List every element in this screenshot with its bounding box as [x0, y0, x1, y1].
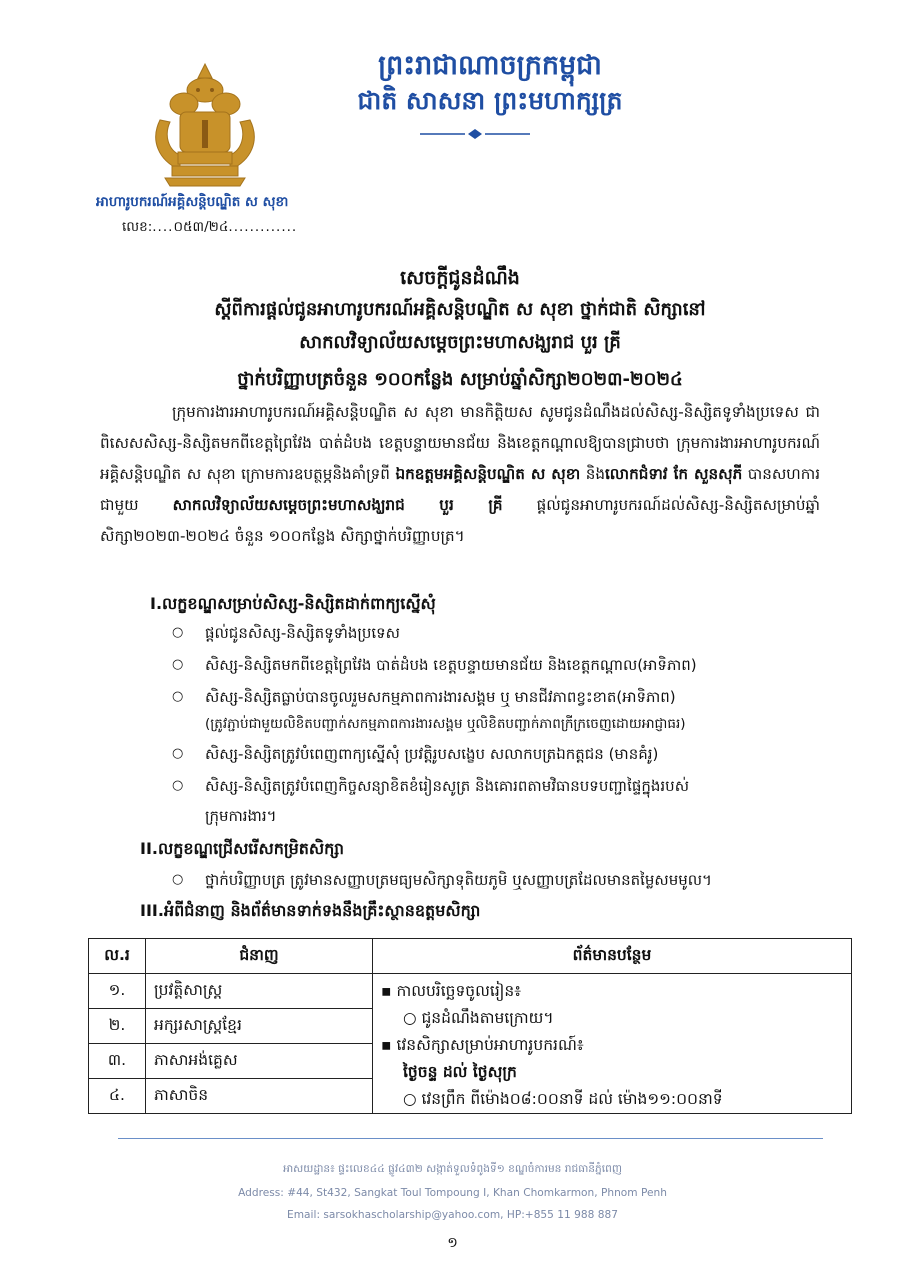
intro-paragraph: ក្រុមការងារអាហារូបករណ៍អគ្គិសន្តិបណ្ឌិត ស សុខា មានកិត្តិយស សូមជូនដំណឹងដល់សិស្ស-និស្សិតទូទាំងប្រទេស ជាពិសេសសិស្ស-និស្សិតមកពីខេត្តព្រៃវែង បាត់ដំបង ខេត្តបន្ទាយមានជ័យ និងខេត្តកណ្តាលឱ្យបានជ្រាបថា ក្រុមការងារអាហារូបករណ៍អគ្គិសន្តិបណ្ឌិត ស សុខា ក្រោមការឧបត្ថម្ភនិងគាំទ្រពី ឯកឧត្តមអគ្គិសន្តិបណ្ឌិត ស សុខា និងលោកជំទាវ កែ សួនសុភី បានសហការជាមួយ សាកលវិទ្យាល័យសម្តេចព្រះមហាសង្ឃរាជ បួរ គ្រី ផ្តល់ជូនអាហារូបករណ៍ដល់សិស្ស-និស្សិតសម្រាប់ឆ្នាំសិក្សា២០២៣-២០២៤ ចំនួន ១០០កន្លែង សិក្សាថ្នាក់បរិញ្ញាបត្រ។ [100, 403, 821, 545]
national-motto: ជាតិ សាសនា ព្រះមហាក្សត្រ [357, 86, 623, 115]
table-row: ៤. ភាសាចិន [89, 1079, 852, 1114]
list-item: ○ ផ្តល់ជូនសិស្ស-និស្សិតទូទាំងប្រទេស [172, 624, 400, 642]
org-name: អាហារូបករណ៍អគ្គិសន្តិបណ្ឌិត ស សុខា [96, 194, 289, 210]
notice-subject-line-1: ស្តីពីការផ្តល់ជូនអាហារូបករណ៍អគ្គិសន្តិបណ្ឌិត ស សុខា ថ្នាក់ជាតិ សិក្សានៅ [214, 299, 706, 320]
notice-title: សេចក្តីជូនដំណឹង [400, 267, 520, 289]
table-row: ៣. ភាសាអង់គ្លេស [89, 1044, 852, 1079]
ref-label: លេខ: [122, 219, 153, 235]
page-number: ១ [447, 1235, 458, 1251]
notice-subject-line-3: ថ្នាក់បរិញ្ញាបត្រចំនួន ១០០កន្លែង សម្រាប់ឆ្នាំសិក្សា២០២៣-២០២៤ [237, 369, 683, 390]
list-item-continuation: ក្រុមការងារ។ [205, 807, 277, 825]
kingdom-title: ព្រះរាជាណាចក្រកម្ពុជា [378, 50, 602, 81]
university-name: សាកលវិទ្យាល័យសម្តេចព្រះមហាសង្ឃរាជ បួរ គ្រី [172, 496, 503, 514]
table-header-info: ព័ត៌មានបន្ថែម [373, 939, 852, 974]
list-item: ○ សិស្ស-និស្សិតត្រូវបំពេញពាក្យស្នើសុំ ប្រវត្តិរូបសង្ខេប សលាកបត្រឯកត្តជន (មានគំរូ) [172, 745, 659, 763]
table-header-no: ល.រ [89, 939, 146, 974]
ref-number: ០៥៣/២៤ [173, 219, 229, 235]
list-item: ○ ថ្នាក់បរិញ្ញាបត្រ ត្រូវមានសញ្ញាបត្រមធ្យមសិក្សាទុតិយភូមិ ឬសញ្ញាបត្រដែលមានតម្លៃសមមូល។ [172, 871, 712, 889]
section-3-heading: III.អំពីជំនាញ និងព័ត៌មានទាក់ទងនឹងគ្រឹះស្ថានឧត្តមសិក្សា [140, 901, 481, 920]
org-logo-emblem [150, 60, 260, 190]
list-item: ○ សិស្ស-និស្សិតត្រូវបំពេញកិច្ចសន្យាខិតខំរៀនសូត្រ និងគោរពតាមវិធានបទបញ្ជាផ្ទៃក្នុងរបស់ [172, 777, 689, 795]
section-2-heading: II.លក្ខខណ្ឌជ្រើសរើសកម្រិតសិក្សា [140, 839, 344, 858]
list-item-note: (ត្រូវភ្ជាប់ជាមួយលិខិតបញ្ជាក់សកម្មភាពការងារសង្គម ឬលិខិតបញ្ជាក់ភាពក្រីក្រចេញដោយអាជ្ញាធរ) [205, 716, 686, 732]
footer-address-km: អាសយដ្ឋាន៖ ផ្ទះលេខ៤៤ ផ្លូវ៤៣២ សង្កាត់ទួលទំពូងទី១ ខណ្ឌចំការមន រាជធានីភ្នំពេញ [283, 1163, 622, 1175]
table-row: ១. ប្រវត្តិសាស្ត្រ ▪ កាលបរិច្ឆេទចូលរៀន៖ ○ ជូនដំណឹងតាមក្រោយ។ ▪ វេនសិក្សាសម្រាប់អាហារូបករណ៍៖ ថ្ងៃចន្ទ ដល់ ថ្ងៃសុក្រ ○ វេនព្រឹក ពីម៉ោង០៨:០០នាទី ដល់ ម៉ោង១១:០០នាទី [89, 974, 852, 1009]
list-item: ○ សិស្ស-និស្សិតមកពីខេត្តព្រៃវែង បាត់ដំបង ខេត្តបន្ទាយមានជ័យ និងខេត្តកណ្តាល(អាទិភាព) [172, 656, 697, 674]
sponsor-name-1: ឯកឧត្តមអគ្គិសន្តិបណ្ឌិត ស សុខា [395, 465, 581, 483]
footer-address-en: Address: #44, St432, Sangkat Toul Tompoung I, Khan Chomkarmon, Phnom Penh [238, 1187, 667, 1199]
info-cell: ▪ កាលបរិច្ឆេទចូលរៀន៖ ○ ជូនដំណឹងតាមក្រោយ។ ▪ វេនសិក្សាសម្រាប់អាហារូបករណ៍៖ ថ្ងៃចន្ទ ដល់ ថ្ងៃសុក្រ ○ វេនព្រឹក ពីម៉ោង០៨:០០នាទី ដល់ ម៉ោង១១:០០នាទី [373, 974, 852, 1114]
table-row: ២. អក្សរសាស្ត្រខ្មែរ [89, 1009, 852, 1044]
skills-table [88, 938, 852, 1114]
list-item: ○ សិស្ស-និស្សិតធ្លាប់បានចូលរួមសកម្មភាពការងារសង្គម ឬ មានជីវភាពខ្វះខាត(អាទិភាព) [172, 688, 676, 706]
table-header-skill: ជំនាញ [146, 939, 373, 974]
reference-number: លេខ:....០៥៣/២៤............. [122, 219, 298, 235]
sponsor-name-2: លោកជំទាវ កែ សួនសុភី [604, 465, 743, 483]
notice-subject-line-2: សាកលវិទ្យាល័យសម្តេចព្រះមហាសង្ឃរាជ បួរ គ្រី [299, 332, 621, 353]
footer-email: Email: sarsokhascholarship@yahoo.com, HP:+855 11 988 887 [287, 1209, 618, 1221]
footer-divider [118, 1138, 823, 1139]
ornament-divider [420, 128, 530, 140]
section-1-heading: I.លក្ខខណ្ឌសម្រាប់សិស្ស-និស្សិតដាក់ពាក្យស្នើសុំ [150, 594, 436, 613]
